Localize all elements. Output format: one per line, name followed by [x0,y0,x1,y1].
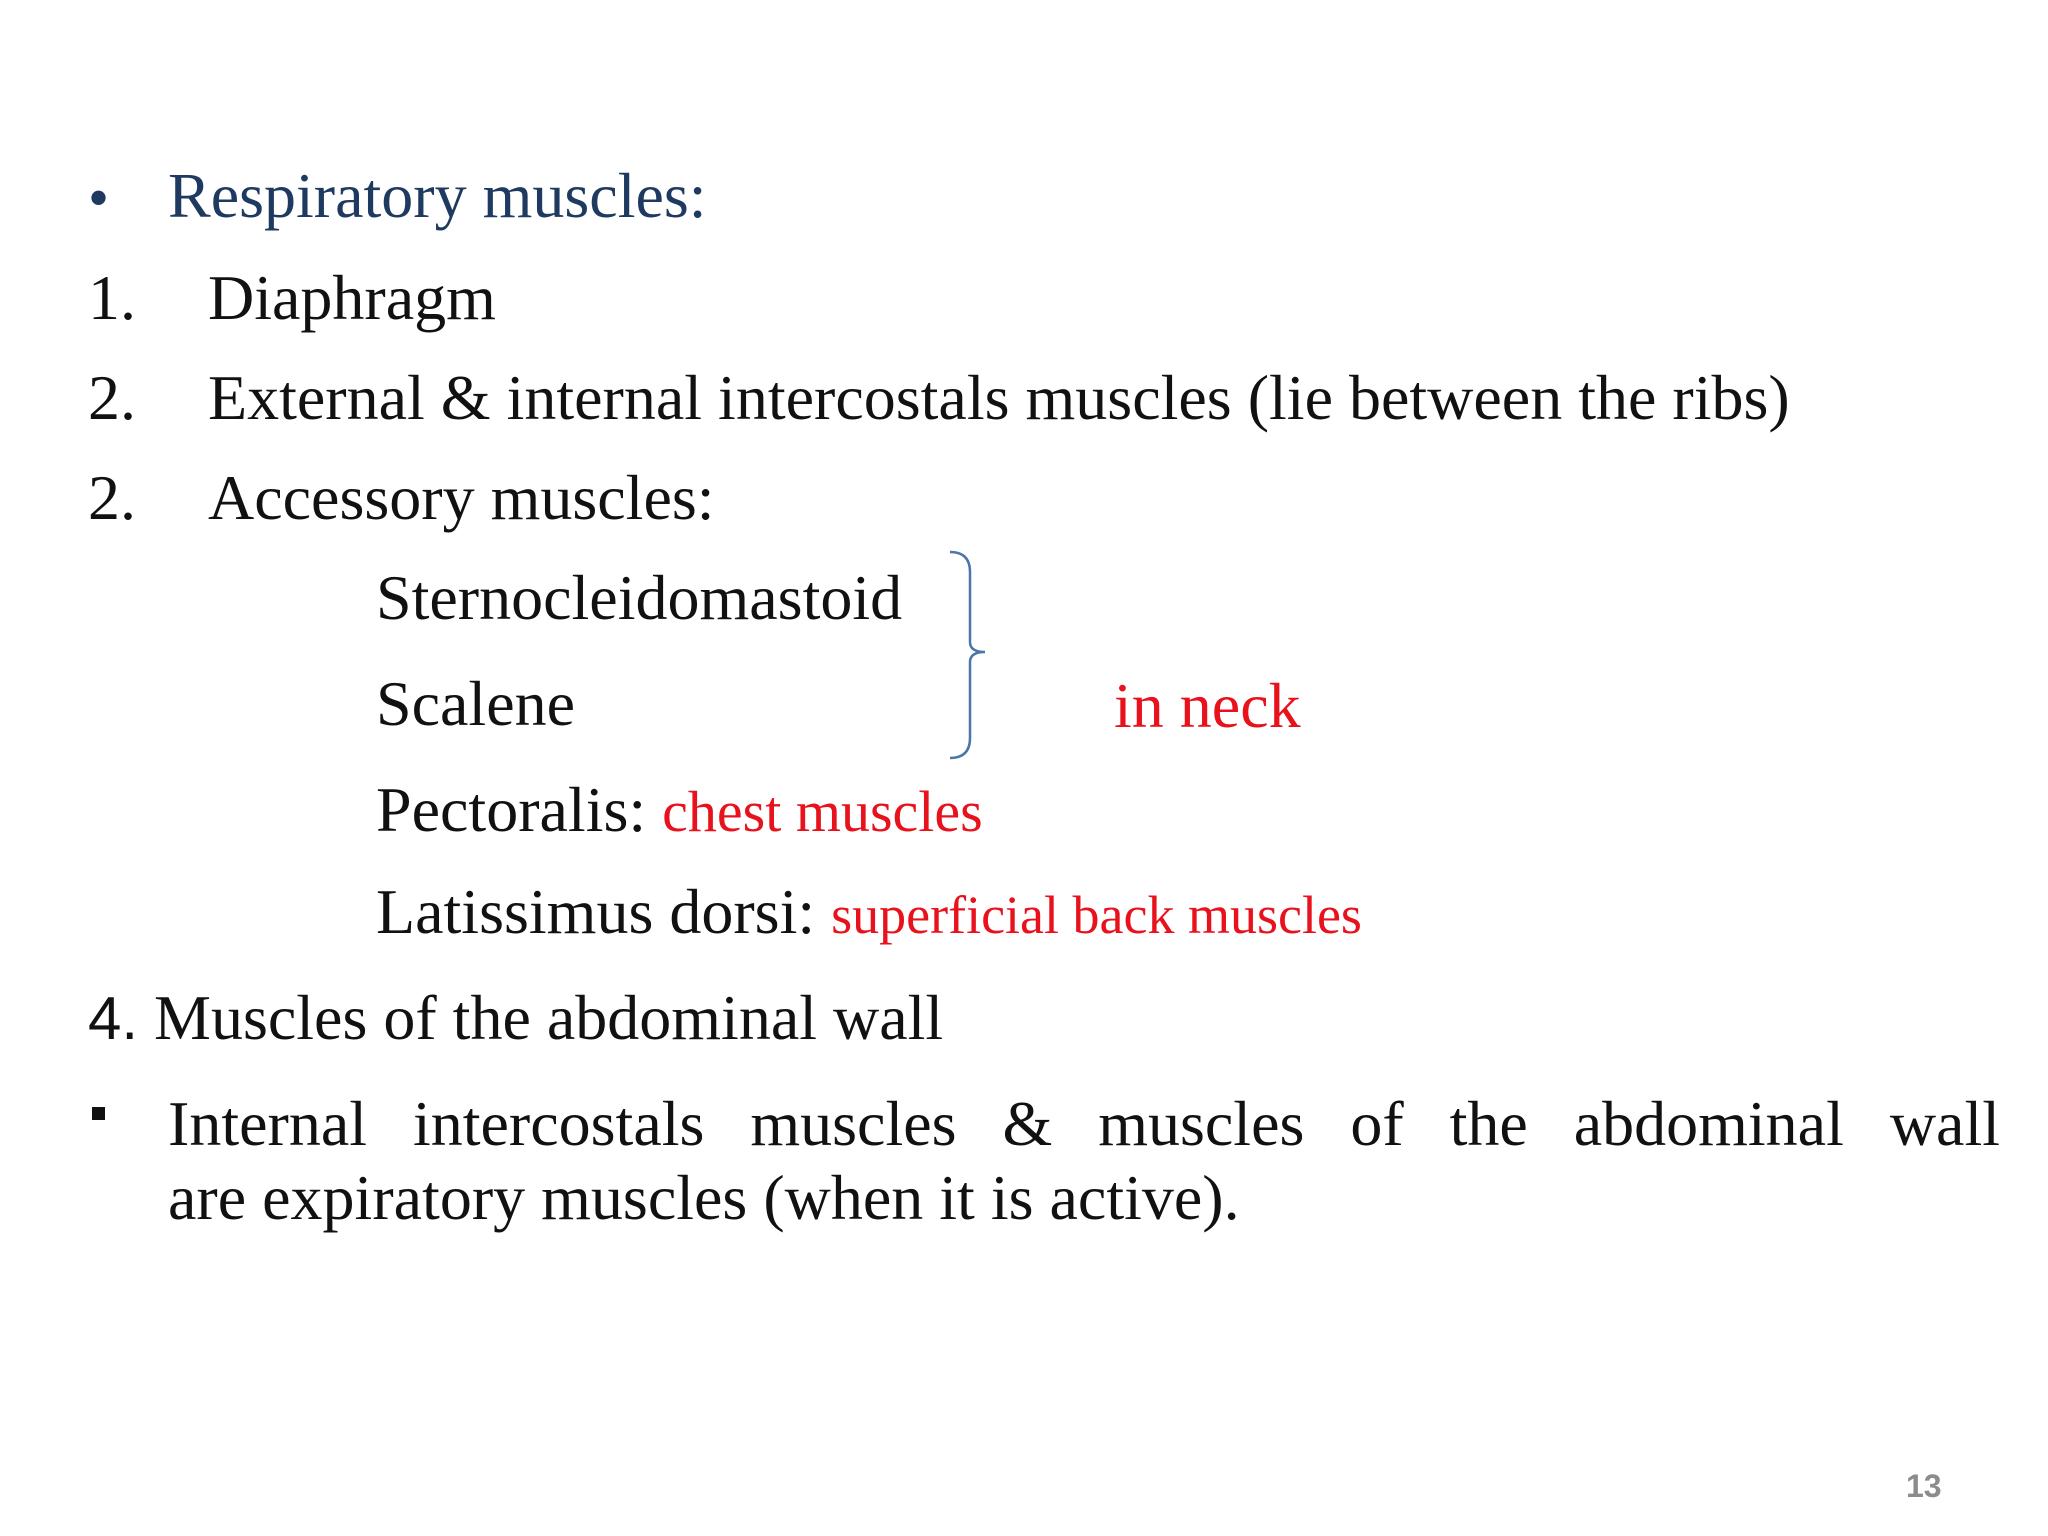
note-line-1: Internal intercostals muscles & muscles of the abdominal wall [168,1088,2000,1159]
slide-heading: Respiratory muscles: [168,160,707,231]
pectoralis-label: Pectoralis: [376,774,647,845]
latissimus-label: Latissimus dorsi: [376,876,816,947]
item-1-number: 1. [88,262,136,333]
accessory-latissimus [376,876,1362,947]
item-4-text: Muscles of the abdominal wall [154,982,944,1053]
note-line-2: are expiratory muscles (when it is active). [168,1162,1240,1233]
item-4-number: 4. [88,985,139,1052]
item-2-text: External & internal intercostals muscles (lie between the ribs) [208,362,1790,433]
pectoralis-annotation: chest muscles [662,779,983,844]
page-number: 13 [1906,1468,1942,1504]
neck-annotation: in neck [1114,670,1301,741]
accessory-scalene: Scalene [376,668,575,739]
item-1-text: Diaphragm [208,262,496,333]
latissimus-annotation: superficial back muscles [831,885,1362,945]
accessory-sternocleidomastoid: Sternocleidomastoid [376,562,903,633]
item-4 [88,982,944,1053]
item-2-number: 2. [88,362,136,433]
heading-bullet: • [88,165,110,231]
curly-brace [940,550,990,760]
item-3-number: 2. [88,462,136,533]
accessory-pectoralis [376,774,983,845]
item-3-text: Accessory muscles: [208,462,715,533]
square-bullet-icon [92,1107,105,1120]
